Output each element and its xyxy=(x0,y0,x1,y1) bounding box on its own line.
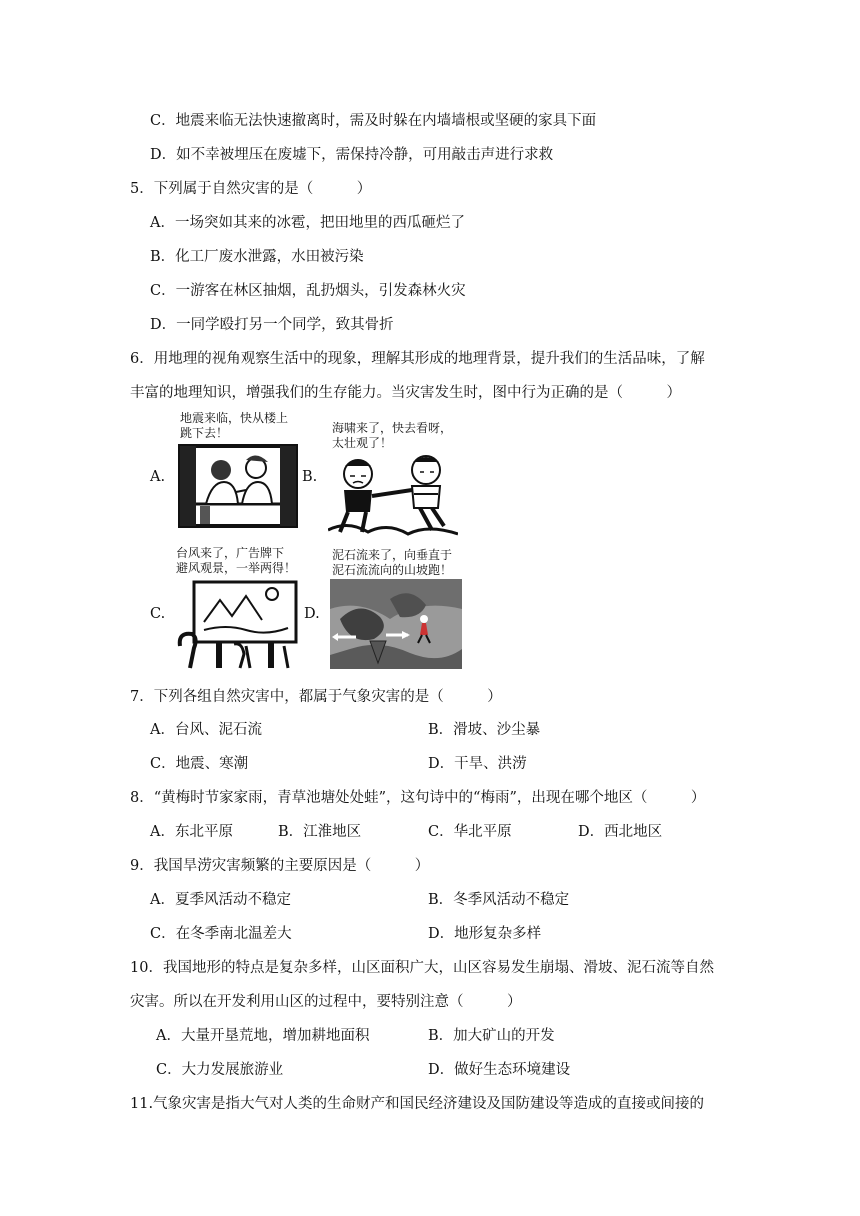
q6-picture-earthquake-window xyxy=(176,442,300,534)
q6-caption-b-line2: 太壮观了！ xyxy=(332,436,393,450)
q6-label-d: D. xyxy=(304,606,320,622)
q10-option-d: D．做好生态环境建设 xyxy=(428,1062,571,1078)
q5-stem: 5．下列属于自然灾害的是（ ） xyxy=(130,181,372,197)
q6-caption-a-line2: 跳下去！ xyxy=(180,426,229,440)
q6-label-a: A. xyxy=(150,469,166,485)
q9-option-b: B．冬季风活动不稳定 xyxy=(428,892,570,908)
q6-caption-c-line1: 台风来了，广告牌下 xyxy=(176,546,285,560)
q4-option-c: C．地震来临无法快速撤离时，需及时躲在内墙墙根或坚硬的家具下面 xyxy=(150,113,597,129)
q5-option-c: C．一游客在林区抽烟，乱扔烟头，引发森林火灾 xyxy=(150,283,466,299)
q7-option-b: B．滑坡、沙尘暴 xyxy=(428,722,541,738)
q9-option-c: C．在冬季南北温差大 xyxy=(150,926,292,942)
q6-label-b: B. xyxy=(302,469,318,485)
q8-option-b: B．江淮地区 xyxy=(278,824,362,840)
q10-stem-line2: 灾害。所以在开发利用山区的过程中，要特别注意（ ） xyxy=(130,994,522,1010)
q8-option-a: A．东北平原 xyxy=(150,824,233,840)
q6-picture-mudslide xyxy=(330,579,462,669)
q6-caption-d-line1: 泥石流来了，向垂直于 xyxy=(332,548,453,562)
q7-option-c: C．地震、寒潮 xyxy=(150,756,249,772)
q5-option-d: D．一同学殴打另一个同学，致其骨折 xyxy=(150,317,394,333)
q6-label-c: C. xyxy=(150,606,166,622)
q9-option-d: D．地形复杂多样 xyxy=(428,926,542,942)
q6-picture-tsunami-pull xyxy=(328,450,458,538)
q6-stem-line1: 6．用地理的视角观察生活中的现象，理解其形成的地理背景，提升我们的生活品味，了解 xyxy=(130,351,705,367)
q10-option-c: C．大力发展旅游业 xyxy=(156,1062,284,1078)
q5-option-a: A．一场突如其来的冰雹，把田地里的西瓜砸烂了 xyxy=(150,215,465,231)
q7-option-a: A．台风、泥石流 xyxy=(150,722,262,738)
q10-option-a: A．大量开垦荒地，增加耕地面积 xyxy=(156,1028,370,1044)
q6-stem-line2: 丰富的地理知识，增强我们的生存能力。当灾害发生时，图中行为正确的是（ ） xyxy=(130,385,681,401)
q7-option-d: D．干旱、洪涝 xyxy=(428,756,527,772)
q4-option-d: D．如不幸被埋压在废墟下，需保持冷静，可用敲击声进行求救 xyxy=(150,147,554,163)
q10-option-b: B．加大矿山的开发 xyxy=(428,1028,555,1044)
q5-option-b: B．化工厂废水泄露，水田被污染 xyxy=(150,249,364,265)
q9-stem: 9．我国旱涝灾害频繁的主要原因是（ ） xyxy=(130,858,430,874)
q6-caption-a-line1: 地震来临，快从楼上 xyxy=(180,411,289,425)
q6-caption-d-line2: 泥石流流向的山坡跑！ xyxy=(332,563,453,577)
q10-stem-line1: 10．我国地形的特点是复杂多样，山区面积广大，山区容易发生崩塌、滑坡、泥石流等自然 xyxy=(130,960,714,976)
q8-stem: 8．“黄梅时节家家雨，青草池塘处处蛙”，这句诗中的“梅雨”，出现在哪个地区（ ） xyxy=(130,790,706,806)
q7-stem: 7．下列各组自然灾害中，都属于气象灾害的是（ ） xyxy=(130,689,502,705)
q6-picture-typhoon-billboard xyxy=(176,576,306,670)
q6-caption-c-line2: 避风观景，一举两得！ xyxy=(176,561,297,575)
q8-option-c: C．华北平原 xyxy=(428,824,512,840)
q11-stem-line1: 11.气象灾害是指大气对人类的生命财产和国民经济建设及国防建设等造成的直接或间接的 xyxy=(130,1096,705,1112)
q8-option-d: D．西北地区 xyxy=(578,824,663,840)
q6-caption-b-line1: 海啸来了，快去看呀， xyxy=(332,421,453,435)
q9-option-a: A．夏季风活动不稳定 xyxy=(150,892,291,908)
